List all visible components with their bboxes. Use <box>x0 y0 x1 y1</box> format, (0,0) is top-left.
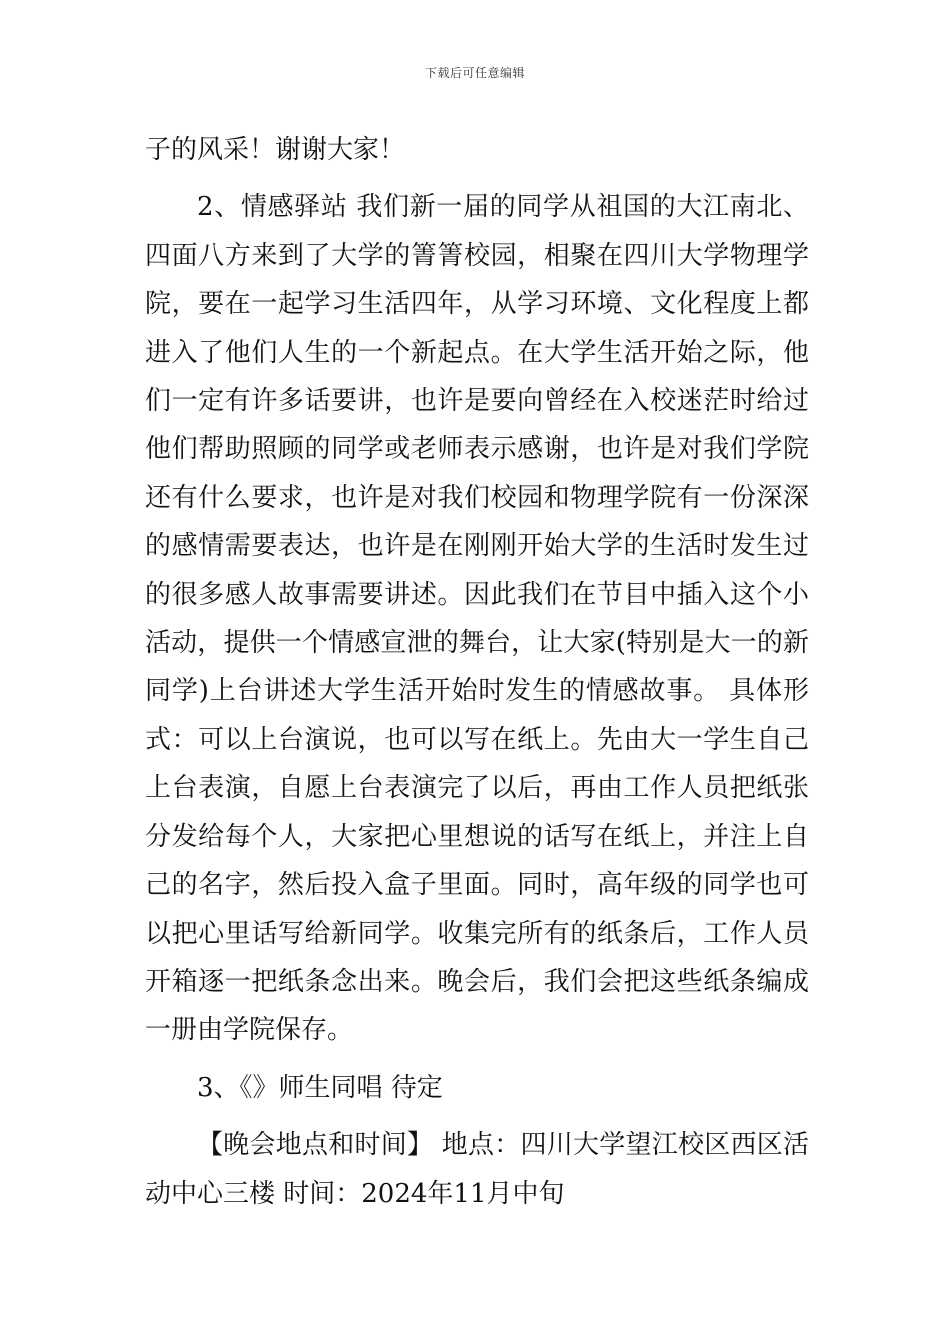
paragraph-song: 3、《》师生同唱 待定 <box>197 1072 443 1103</box>
paragraph-closing-line: 子的风采！谢谢大家！ <box>145 135 406 165</box>
document-body <box>145 126 809 1218</box>
page-header: 下载后可任意编辑 <box>424 66 525 80</box>
paragraph-emotion-station: 2、情感驿站 我们新一届的同学从祖国的大江南北、四面八方来到了大学的箐箐校园，相聚在四川大学物理学院，要在一起学习生活四年，从学习环境、文化程度上都进入了他们人生的一个新起点。在大学生活开始之际，他们一定有许多话要讲，也许是要向曾经在入校迷茫时给过他们帮助照顾的同学或老师表示感谢，也许是对我们学院还有什么要求，也许是对我们校园和物理学院有一份深深的感情需要表达，也许是在刚刚开始大学的生活时发生过的很多感人故事需要讲述。因此我们在节目中插入这个小活动，提供一个情感宣泄的舞台，让大家(特别是大一的新同学)上台讲述大学生活开始时发生的情感故事。 具体形式：可以上台演说，也可以写在纸上。先由大一学生自己上台表演，自愿上台表演完了以后，再由工作人员把纸张分发给每个人，大家把心里想说的话写在纸上，并注上自己的名字，然后投入盒子里面。同时，高年级的同学也可以把心里话写给新同学。收集完所有的纸条后，工作人员开箱逐一把纸条念出来。晚会后，我们会把这些纸条编成一册由学院保存。 <box>145 192 809 1046</box>
paragraph-venue-time: 【晚会地点和时间】 地点：四川大学望江校区西区活动中心三楼 时间：2024年11月中旬 <box>145 1130 809 1209</box>
